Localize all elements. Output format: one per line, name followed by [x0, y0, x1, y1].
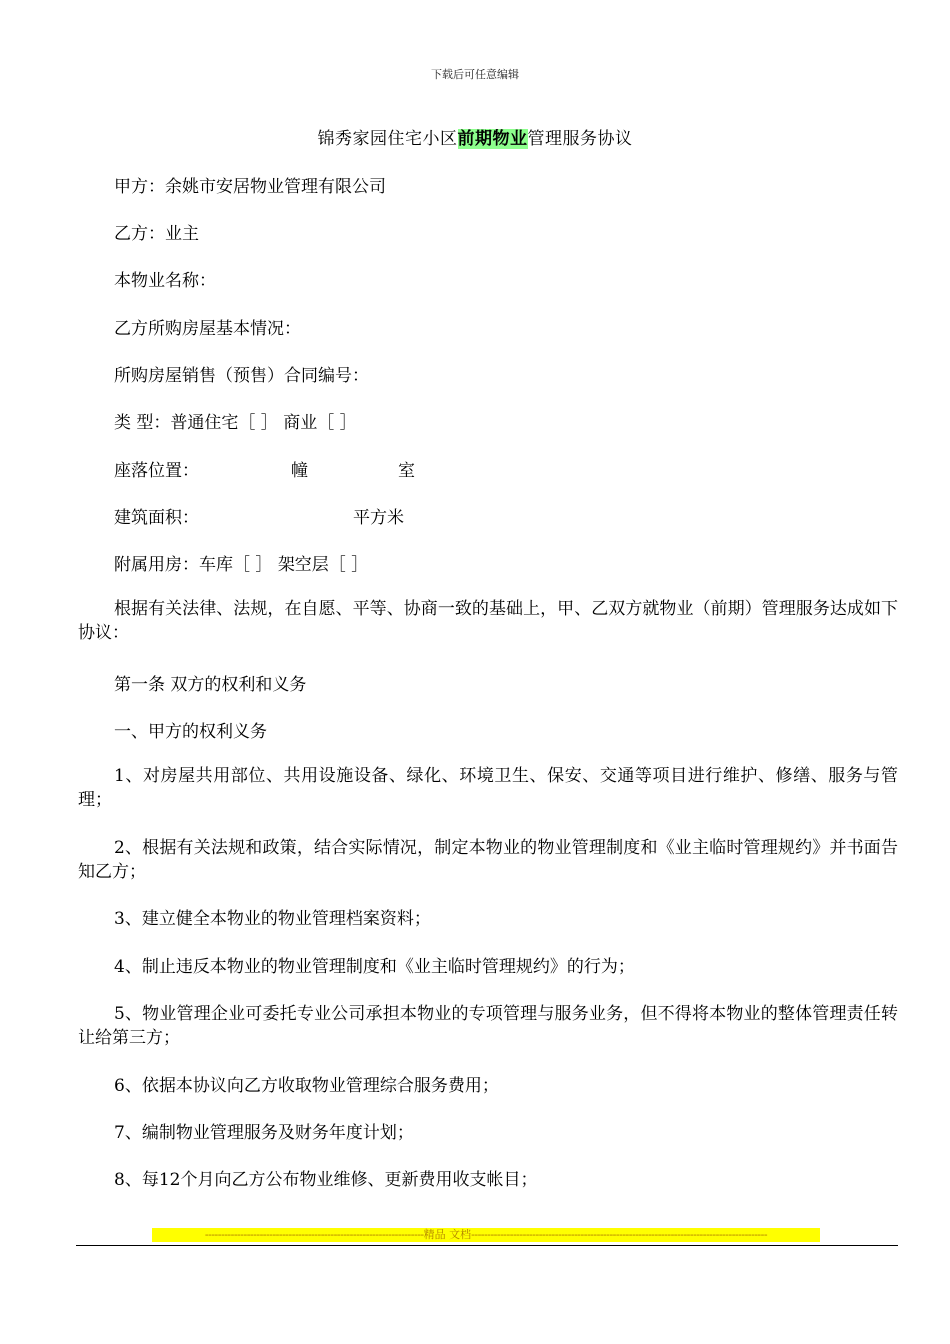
type-commercial: 商业［ ］ [283, 413, 357, 433]
item-3: 3、建立健全本物业的物业管理档案资料； [114, 909, 431, 929]
location-line [114, 456, 415, 481]
area-line [114, 503, 404, 528]
location-room: 室 [398, 461, 415, 481]
party-b: 乙方：业主 [114, 224, 199, 244]
attached-stilt: 架空层［ ］ [277, 555, 369, 575]
footer-rule [76, 1245, 898, 1246]
title-post: 管理服务协议 [527, 129, 633, 149]
area-unit: 平方米 [353, 508, 404, 528]
item-2: 2、根据有关法规和政策，结合实际情况，制定本物业的物业管理制度和《业主临时管理规约》并书面告知乙方； [78, 838, 898, 882]
location-label: 座落位置： [114, 461, 199, 481]
attached-line [114, 550, 368, 575]
party-a: 甲方：余姚市安居物业管理有限公司 [114, 177, 386, 197]
title-pre: 锦秀家园住宅小区 [317, 129, 458, 149]
header-note: 下载后可任意编辑 [431, 68, 519, 81]
footer-banner: --------------------------------------------------------------------精品 文档-------------------------------------------------------------------------------------------- [152, 1228, 820, 1242]
intro-paragraph: 根据有关法律、法规，在自愿、平等、协商一致的基础上，甲、乙双方就物业（前期）管理服务达成如下协议： [78, 599, 898, 643]
item-6: 6、依据本协议向乙方收取物业管理综合服务费用； [114, 1076, 499, 1096]
item-1: 1、对房屋共用部位、共用设施设备、绿化、环境卫生、保安、交通等项目进行维护、修缮、服务与管理； [78, 766, 898, 810]
type-label: 类 型： [114, 413, 171, 433]
title-highlight: 前期物业 [457, 129, 528, 149]
attached-garage: 车库［ ］ [199, 555, 273, 575]
location-building: 幢 [291, 461, 308, 481]
article-1-heading: 第一条 双方的权利和义务 [114, 675, 307, 695]
type-residential: 普通住宅［ ］ [170, 413, 278, 433]
document-title [0, 124, 950, 149]
property-name: 本物业名称： [114, 271, 216, 291]
item-7: 7、编制物业管理服务及财务年度计划； [114, 1123, 414, 1143]
footer-label: 精品 文档 [423, 1228, 472, 1241]
item-5: 5、物业管理企业可委托专业公司承担本物业的专项管理与服务业务，但不得将本物业的整体管理责任转让给第三方； [78, 1004, 898, 1048]
contract-no: 所购房屋销售（预售）合同编号： [114, 366, 369, 386]
house-info: 乙方所购房屋基本情况： [114, 319, 301, 339]
item-8: 8、每12个月向乙方公布物业维修、更新费用收支帐目； [114, 1170, 538, 1190]
area-label: 建筑面积： [114, 508, 199, 528]
item-4: 4、制止违反本物业的物业管理制度和《业主临时管理规约》的行为； [114, 957, 635, 977]
section-1-heading: 一、甲方的权利义务 [114, 722, 267, 742]
type-line [114, 408, 357, 433]
attached-label: 附属用房： [114, 555, 199, 575]
